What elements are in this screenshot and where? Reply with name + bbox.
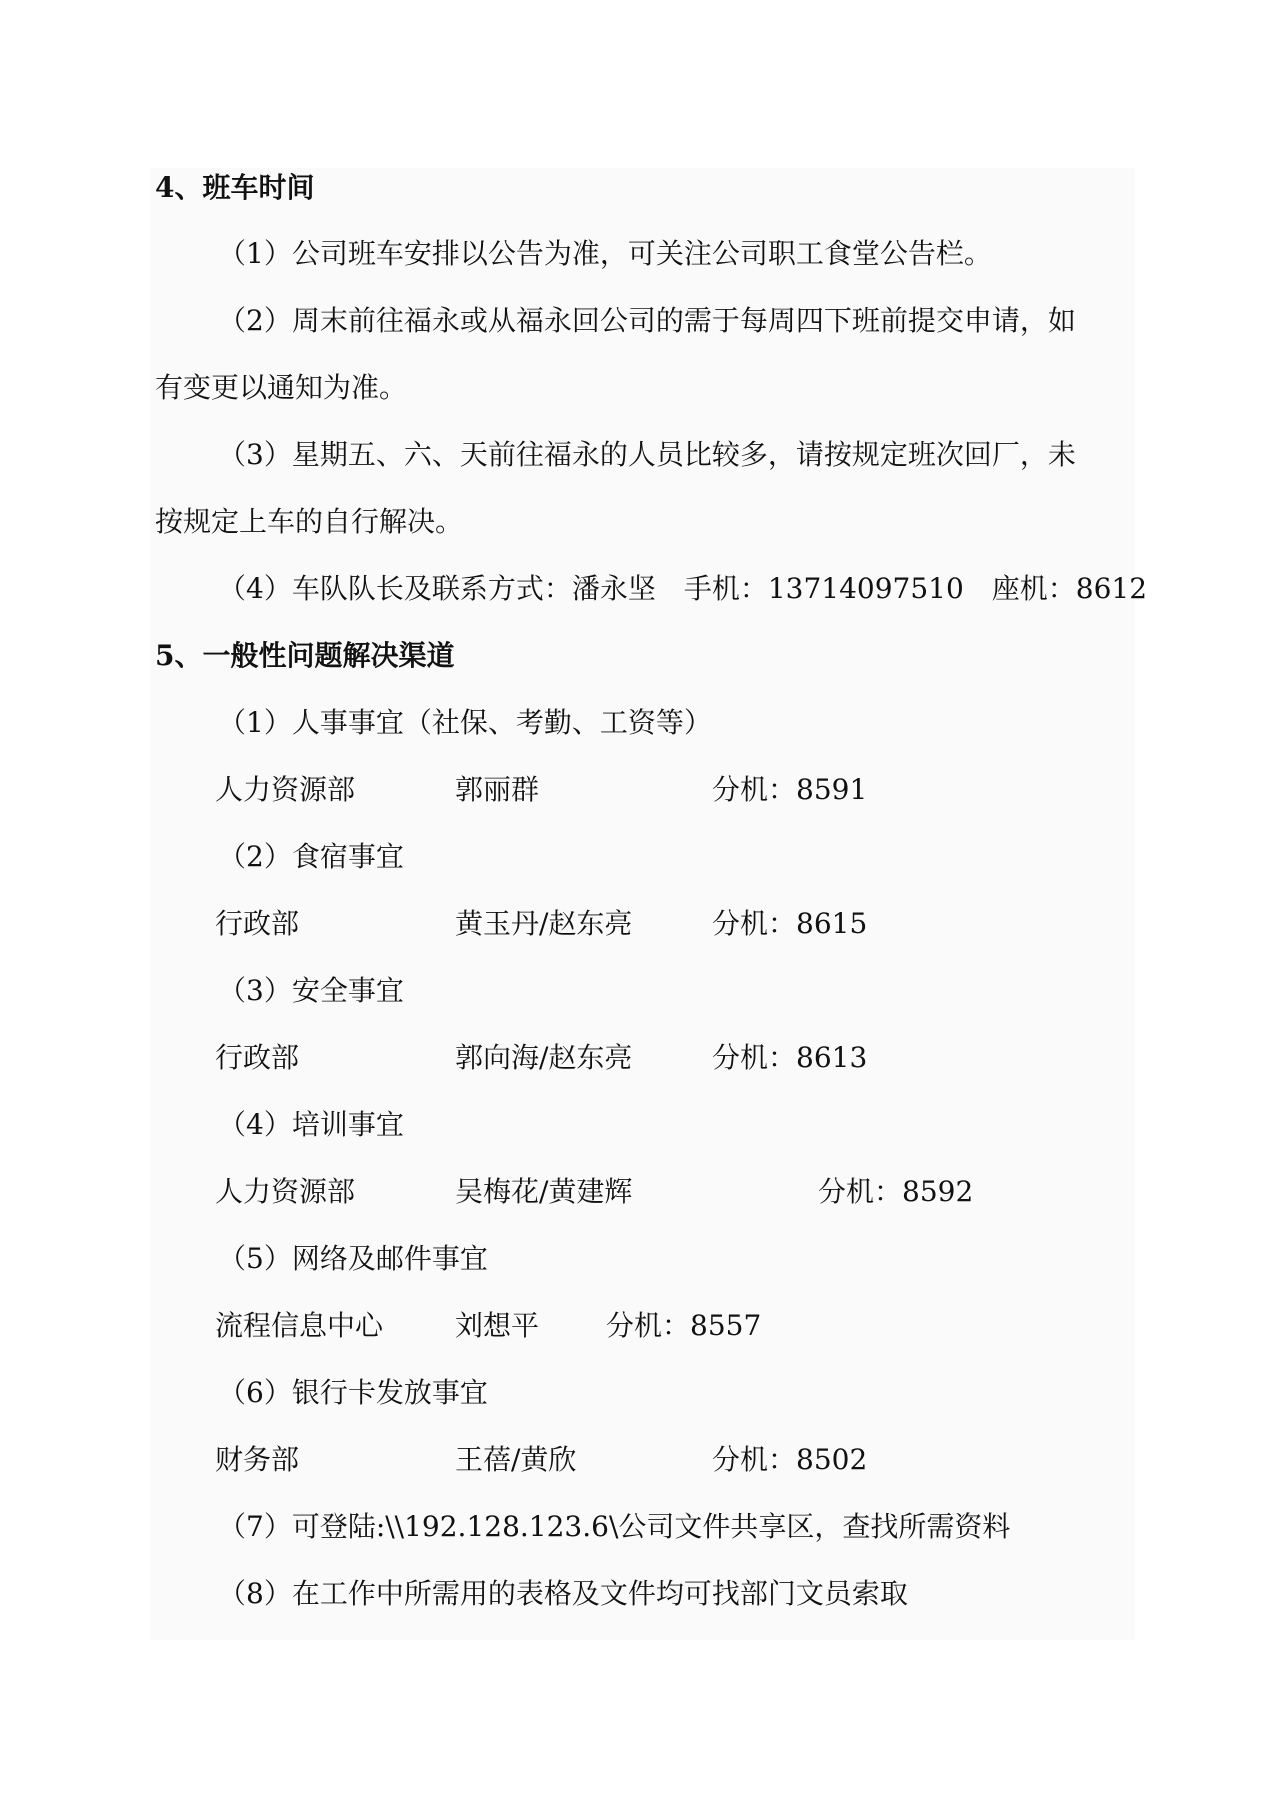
section-4-paragraph-2-line-1: （2）周末前往福永或从福永回公司的需于每周四下班前提交申请，如: [218, 304, 1076, 337]
item-2-dept: 行政部: [215, 907, 300, 940]
item-6-person: 王蓓/黄欣: [455, 1443, 577, 1476]
item-4-person: 吴梅花/黄建辉: [455, 1175, 633, 1208]
item-3-person: 郭向海/赵东亮: [455, 1041, 633, 1074]
section-5-heading: 5、一般性问题解决渠道: [155, 639, 455, 672]
item-1-ext: 分机：8591: [712, 773, 868, 806]
item-4-title: （4）培训事宜: [218, 1108, 404, 1141]
item-1-dept: 人力资源部: [215, 773, 356, 806]
item-2-title: （2）食宿事宜: [218, 840, 404, 873]
item-3-title: （3）安全事宜: [218, 974, 404, 1007]
item-7-text: （7）可登陆:\\192.128.123.6\公司文件共享区，查找所需资料: [218, 1510, 1011, 1543]
section-4-paragraph-3-line-1: （3）星期五、六、天前往福永的人员比较多，请按规定班次回厂，未: [218, 438, 1076, 471]
item-6-title: （6）银行卡发放事宜: [218, 1376, 488, 1409]
section-4-heading: 4、班车时间: [155, 171, 315, 204]
item-5-ext: 分机：8557: [606, 1309, 762, 1342]
item-4-dept: 人力资源部: [215, 1175, 356, 1208]
item-8-text: （8）在工作中所需用的表格及文件均可找部门文员索取: [218, 1577, 908, 1610]
item-2-ext: 分机：8615: [712, 907, 868, 940]
section-4-paragraph-1: （1）公司班车安排以公告为准，可关注公司职工食堂公告栏。: [218, 237, 992, 270]
section-4-paragraph-3-line-2: 按规定上车的自行解决。: [155, 505, 464, 538]
item-5-person: 刘想平: [455, 1309, 540, 1342]
item-4-ext: 分机：8592: [818, 1175, 974, 1208]
item-3-ext: 分机：8613: [712, 1041, 868, 1074]
item-1-title: （1）人事事宜（社保、考勤、工资等）: [218, 706, 712, 739]
item-3-dept: 行政部: [215, 1041, 300, 1074]
item-5-title: （5）网络及邮件事宜: [218, 1242, 488, 1275]
item-1-person: 郭丽群: [455, 773, 540, 806]
item-6-dept: 财务部: [215, 1443, 300, 1476]
item-5-dept: 流程信息中心: [215, 1309, 384, 1342]
section-4-paragraph-2-line-2: 有变更以通知为准。: [155, 371, 408, 404]
item-2-person: 黄玉丹/赵东亮: [455, 907, 633, 940]
section-4-paragraph-4: （4）车队队长及联系方式：潘永坚 手机：13714097510 座机：8612: [218, 572, 1148, 605]
item-6-ext: 分机：8502: [712, 1443, 868, 1476]
